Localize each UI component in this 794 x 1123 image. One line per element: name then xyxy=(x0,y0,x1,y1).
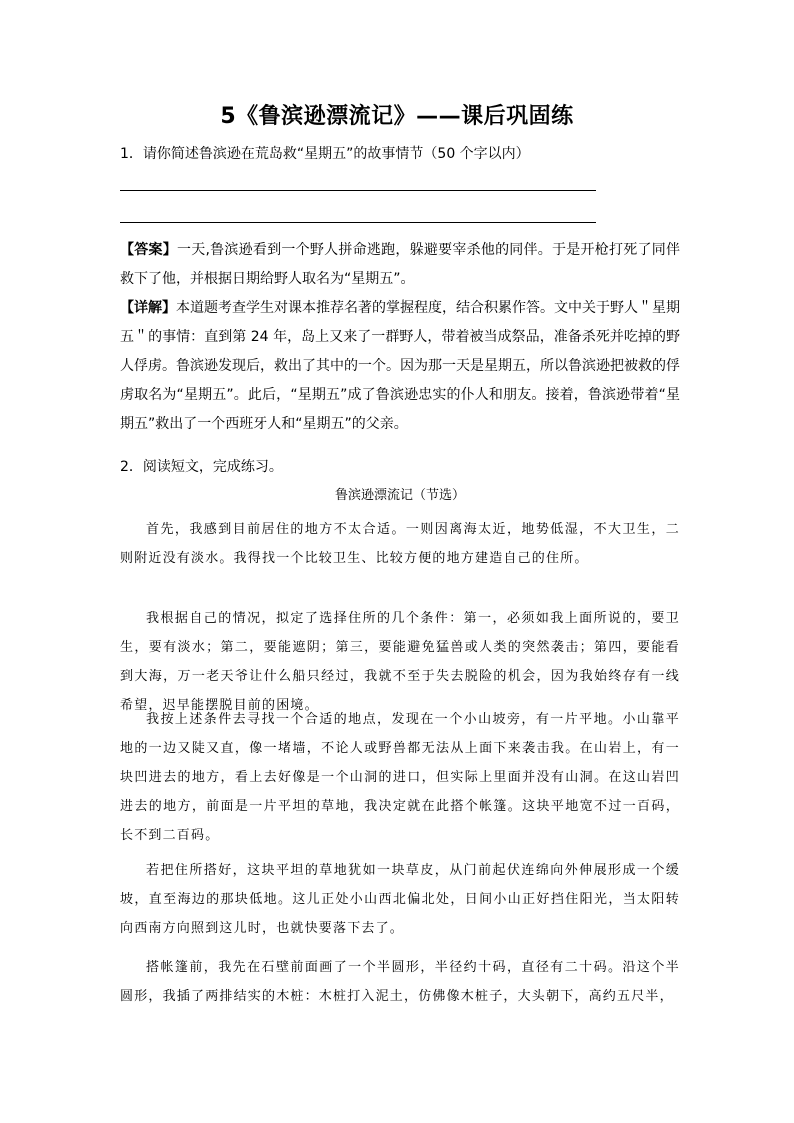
answer-line-2 xyxy=(120,222,596,223)
answer-text: 一天,鲁滨逊看到一个野人拼命逃跑，躲避要宰杀他的同伴。于是开枪打死了同伴救下了他，并根据日期给野人取名为“星期五”。 xyxy=(120,242,681,287)
question-1: 1．请你简述鲁滨逊在荒岛救“星期五”的故事情节（50 个字以内） xyxy=(120,146,530,162)
passage-title: 鲁滨逊漂流记（节选） xyxy=(334,488,465,503)
detail-tag: 【详解】 xyxy=(120,300,176,316)
passage-paragraph: 我根据自己的情况，拟定了选择住所的几个条件：第一，必须如我上面所说的，要卫生，要有淡水；第二，要能遮阴；第三，要能避免猛兽或人类的突然袭击；第四，要能看到大海，万一老天爷让什么船只经过，我就不至于失去脱险的机会，因为我始终存有一线希望，迟早能摆脱目前的困境。 xyxy=(120,611,680,713)
detail-text: 本道题考查学生对课本推荐名著的掌握程度，结合积累作答。文中关于野人＂星期五＂的事情：直到第 24 年，岛上又来了一群野人，带着被当成祭品，准备杀死并吃掉的野人俘虏。鲁滨逊发现后，救出了其中的一个。因为那一天是星期五，所以鲁滨逊把被救的俘虏取名为“星期五”。此后，“星期五”成了鲁滨逊忠实的仆人和朋友。接着，鲁滨逊带着“星期五”救出了一个西班牙人和“星期五”的父亲。 xyxy=(120,300,680,432)
passage-paragraph: 搭帐篷前，我先在石壁前面画了一个半圆形，半径约十码，直径有二十码。沿这个半圆形，我插了两排结实的木桩：木桩打入泥土，仿佛像木桩子，大头朝下，高约五尺半， xyxy=(120,960,680,1004)
question-2: 2．阅读短文，完成练习。 xyxy=(120,459,283,475)
passage-paragraph: 我按上述条件去寻找一个合适的地点，发现在一个小山坡旁，有一片平地。小山靠平地的一边又陡又直，像一堵墙，不论人或野兽都无法从上面下来袭击我。在山岩上，有一块凹进去的地方，看上去好像是一个山洞的进口，但实际上里面并没有山洞。在这山岩凹进去的地方，前面是一片平坦的草地，我决定就在此搭个帐篷。这块平地宽不过一百码，长不到二百码。 xyxy=(120,712,680,843)
page-title: 5《鲁滨逊漂流记》——课后巩固练 xyxy=(220,104,574,129)
passage-paragraph: 若把住所搭好，这块平坦的草地犹如一块草皮，从门前起伏连绵向外伸展形成一个缓坡，直至海边的那块低地。这儿正处小山西北偏北处，日间小山正好挡住阳光，当太阳转向西南方向照到这儿时，也就快要落下去了。 xyxy=(120,863,680,936)
passage-paragraph: 首先，我感到目前居住的地方不太合适。一则因离海太近，地势低湿，不大卫生，二则附近没有淡水。我得找一个比较卫生、比较方便的地方建造自己的住所。 xyxy=(120,522,680,566)
answer-tag: 【答案】 xyxy=(120,242,177,258)
answer-line-1 xyxy=(120,190,596,191)
answer-block xyxy=(120,236,680,294)
detail-block xyxy=(120,294,680,439)
